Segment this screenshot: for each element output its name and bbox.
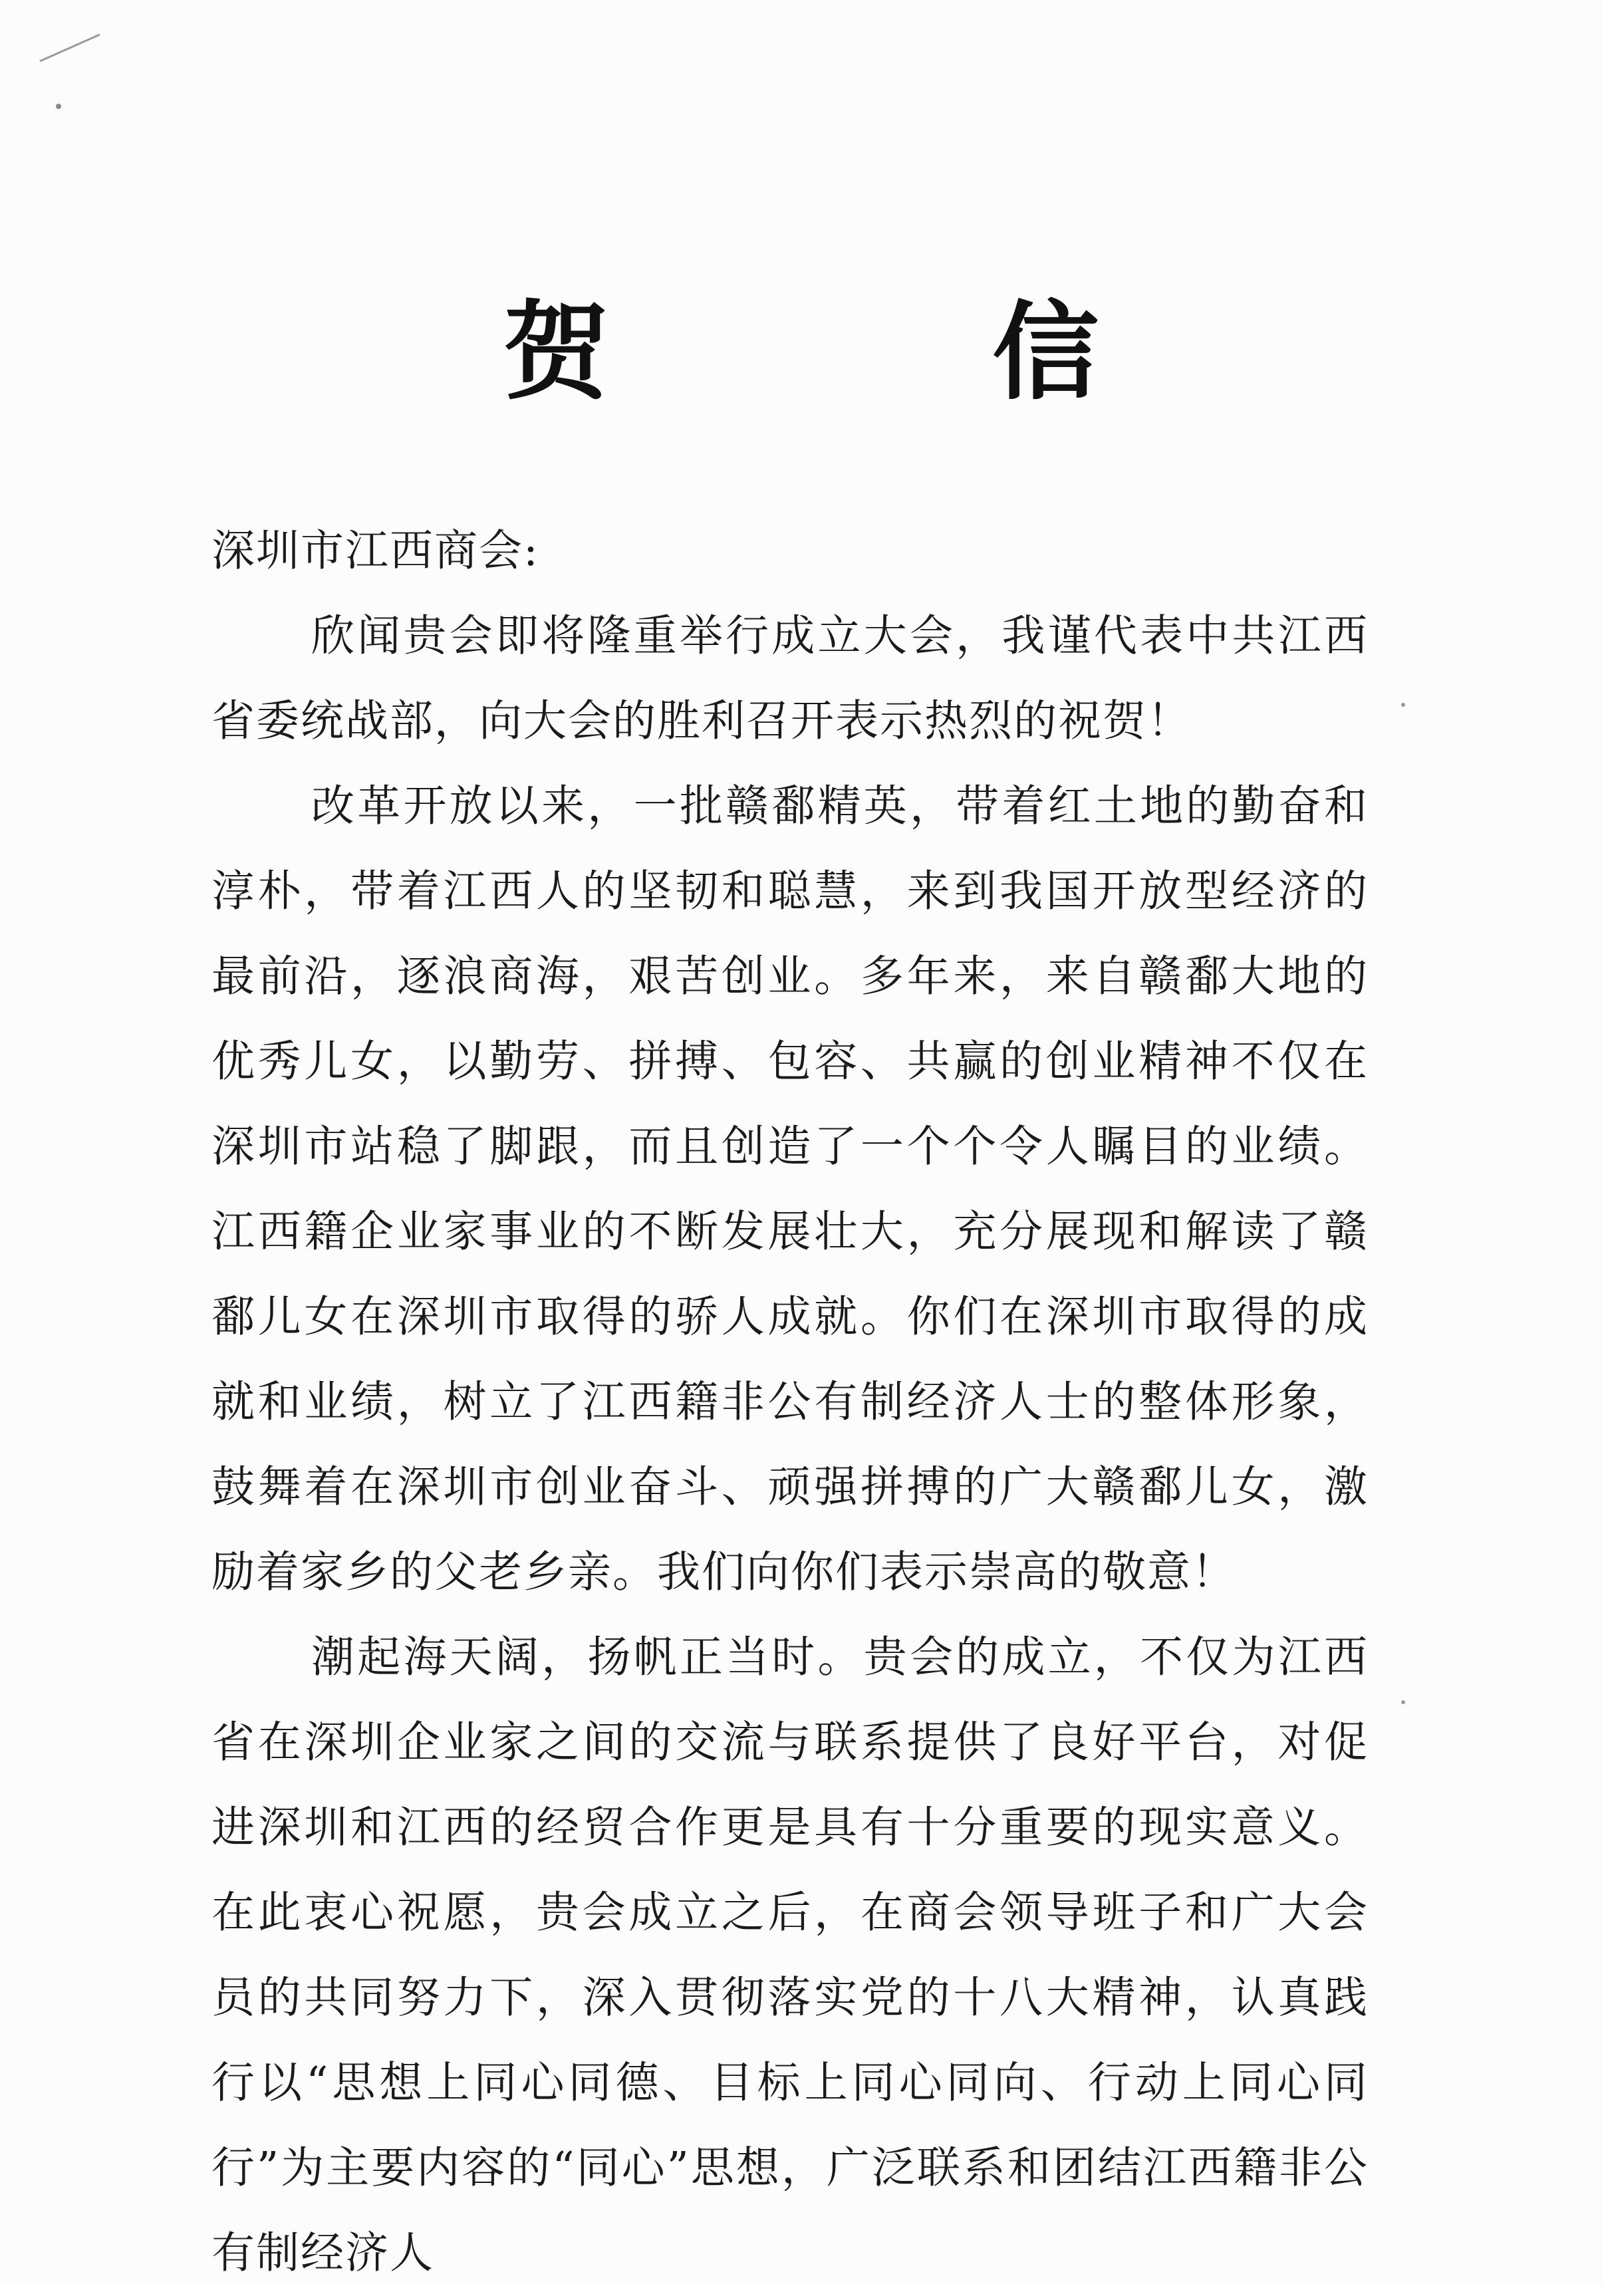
salutation: 深圳市江西商会: [211,526,539,576]
paragraph-2: 改革开放以来，一批赣鄱精英，带着红土地的勤奋和淳朴，带着江西人的坚韧和聪慧，来到我国开放型经济的最前沿，逐浪商海，艰苦创业。多年来，来自赣鄱大地的优秀儿女，以勤劳、拼搏、包容、共赢的创业精神不仅在深圳市站稳了脚跟，而且创造了一个个令人瞩目的业绩。江西籍企业家事业的不断发展壮大，充分展现和解读了赣鄱儿女在深圳市取得的骄人成就。你们在深圳市取得的成就和业绩，树立了江西籍非公有制经济人士的整体形象，鼓舞着在深圳市创业奋斗、顽强拼搏的广大赣鄱儿女，激励着家乡的父老乡亲。我们向你们表示崇高的敬意！ [211,781,1369,1597]
scan-dot [56,104,61,109]
scan-mark [40,35,100,61]
letter-title: 贺 信 [503,290,1272,414]
paragraph-1: 欣闻贵会即将隆重举行成立大会，我谨代表中共江西省委统战部，向大会的胜利召开表示热烈的祝贺！ [211,611,1369,746]
letter-body [211,509,1369,2296]
scan-dot [1401,703,1405,707]
scan-dot [1401,1700,1405,1704]
paragraph-3: 潮起海天阔，扬帆正当时。贵会的成立，不仅为江西省在深圳企业家之间的交流与联系提供了良好平台，对促进深圳和江西的经贸合作更是具有十分重要的现实意义。在此衷心祝愿，贵会成立之后，在商会领导班子和广大会员的共同努力下，深入贯彻落实党的十八大精神，认真践行以“思想上同心同德、目标上同心同向、行动上同心同行”为主要内容的“同心”思想，广泛联系和团结江西籍非公有制经济人 [211,1632,1369,2278]
